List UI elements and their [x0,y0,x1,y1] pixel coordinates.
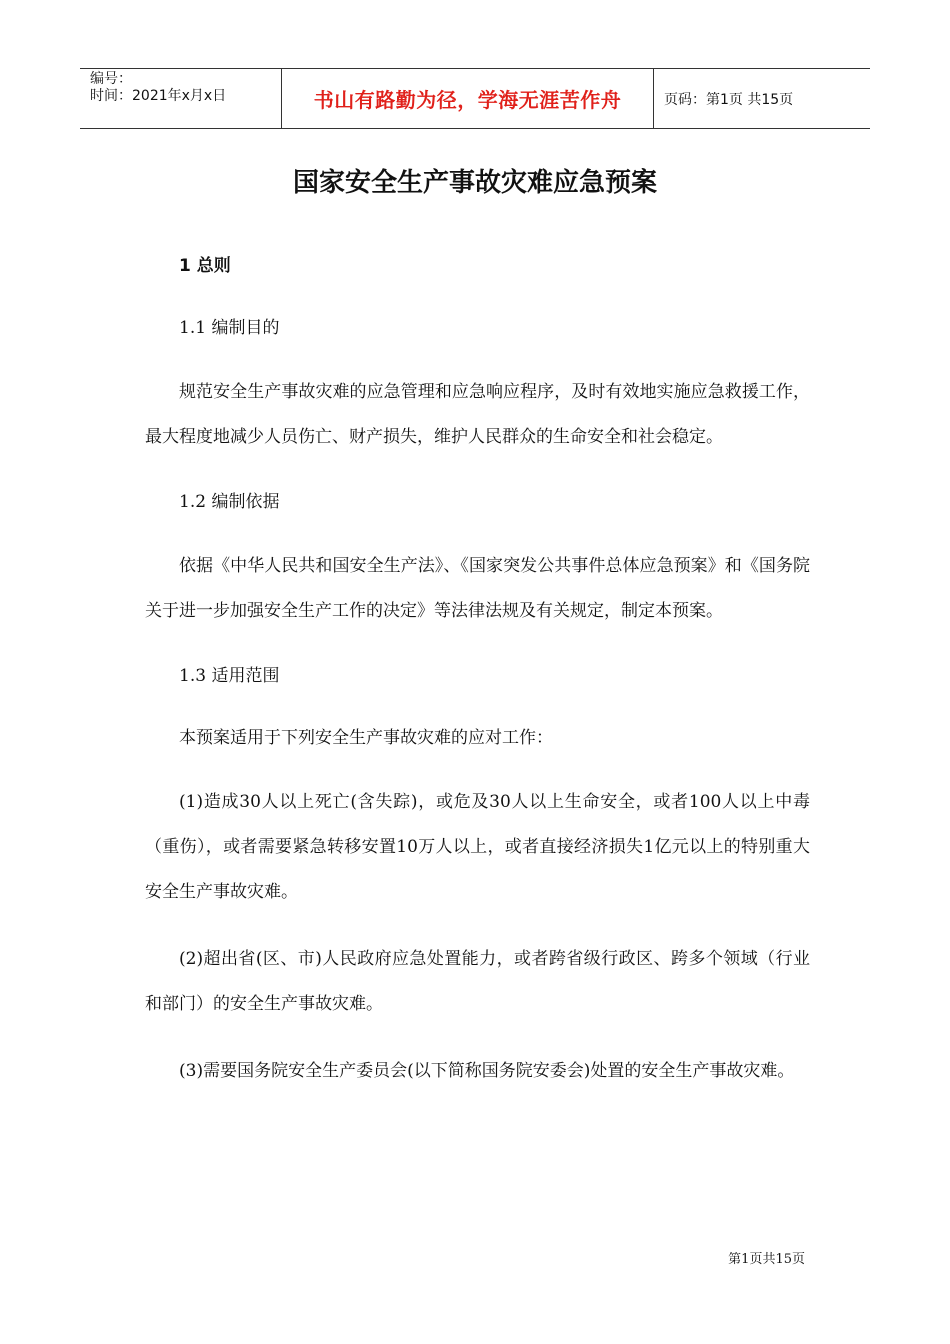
page-footer-number: 第1页共15页 [728,1252,805,1267]
section-heading-general: 1 总则 [179,256,231,276]
paragraph-basis: 依据《中华人民共和国安全生产法》、《国家突发公共事件总体应急预案》和《国务院关于进一步加强安全生产工作的决定》等法律法规及有关规定，制定本预案。 [145,556,810,621]
scope-item-1: (1)造成30人以上死亡(含失踪)，或危及30人以上生命安全，或者100人以上中毒（重伤），或者需要紧急转移安置10万人以上，或者直接经济损失1亿元以上的特别重大安全生产事故灾难。 [145,792,810,902]
document-title: 国家安全生产事故灾难应急预案 [292,168,657,198]
subsection-heading-basis: 1.2 编制依据 [179,492,280,512]
scope-item-2: (2)超出省(区、市)人民政府应急处置能力，或者跨省级行政区、跨多个领域（行业和部门）的安全生产事故灾难。 [145,949,810,1014]
document-header [80,68,870,129]
paragraph-scope-intro: 本预案适用于下列安全生产事故灾难的应对工作： [179,728,553,748]
document-number-label: 编号： [90,71,132,87]
scope-item-3: (3)需要国务院安全生产委员会(以下简称国务院安委会)处置的安全生产事故灾难。 [179,1061,795,1081]
header-motto: 书山有路勤为径，学海无涯苦作舟 [281,69,654,128]
subsection-heading-purpose: 1.1 编制目的 [179,318,280,338]
document-body [145,246,810,1116]
header-page-info: 页码：第1页 共15页 [664,91,794,108]
paragraph-purpose: 规范安全生产事故灾难的应急管理和应急响应程序，及时有效地实施应急救援工作，最大程度地减少人员伤亡、财产损失，维护人民群众的生命安全和社会稳定。 [145,382,810,447]
document-time-label: 时间：2021年x月x日 [90,88,227,104]
subsection-heading-scope: 1.3 适用范围 [179,666,280,686]
header-meta-cell [80,69,281,128]
